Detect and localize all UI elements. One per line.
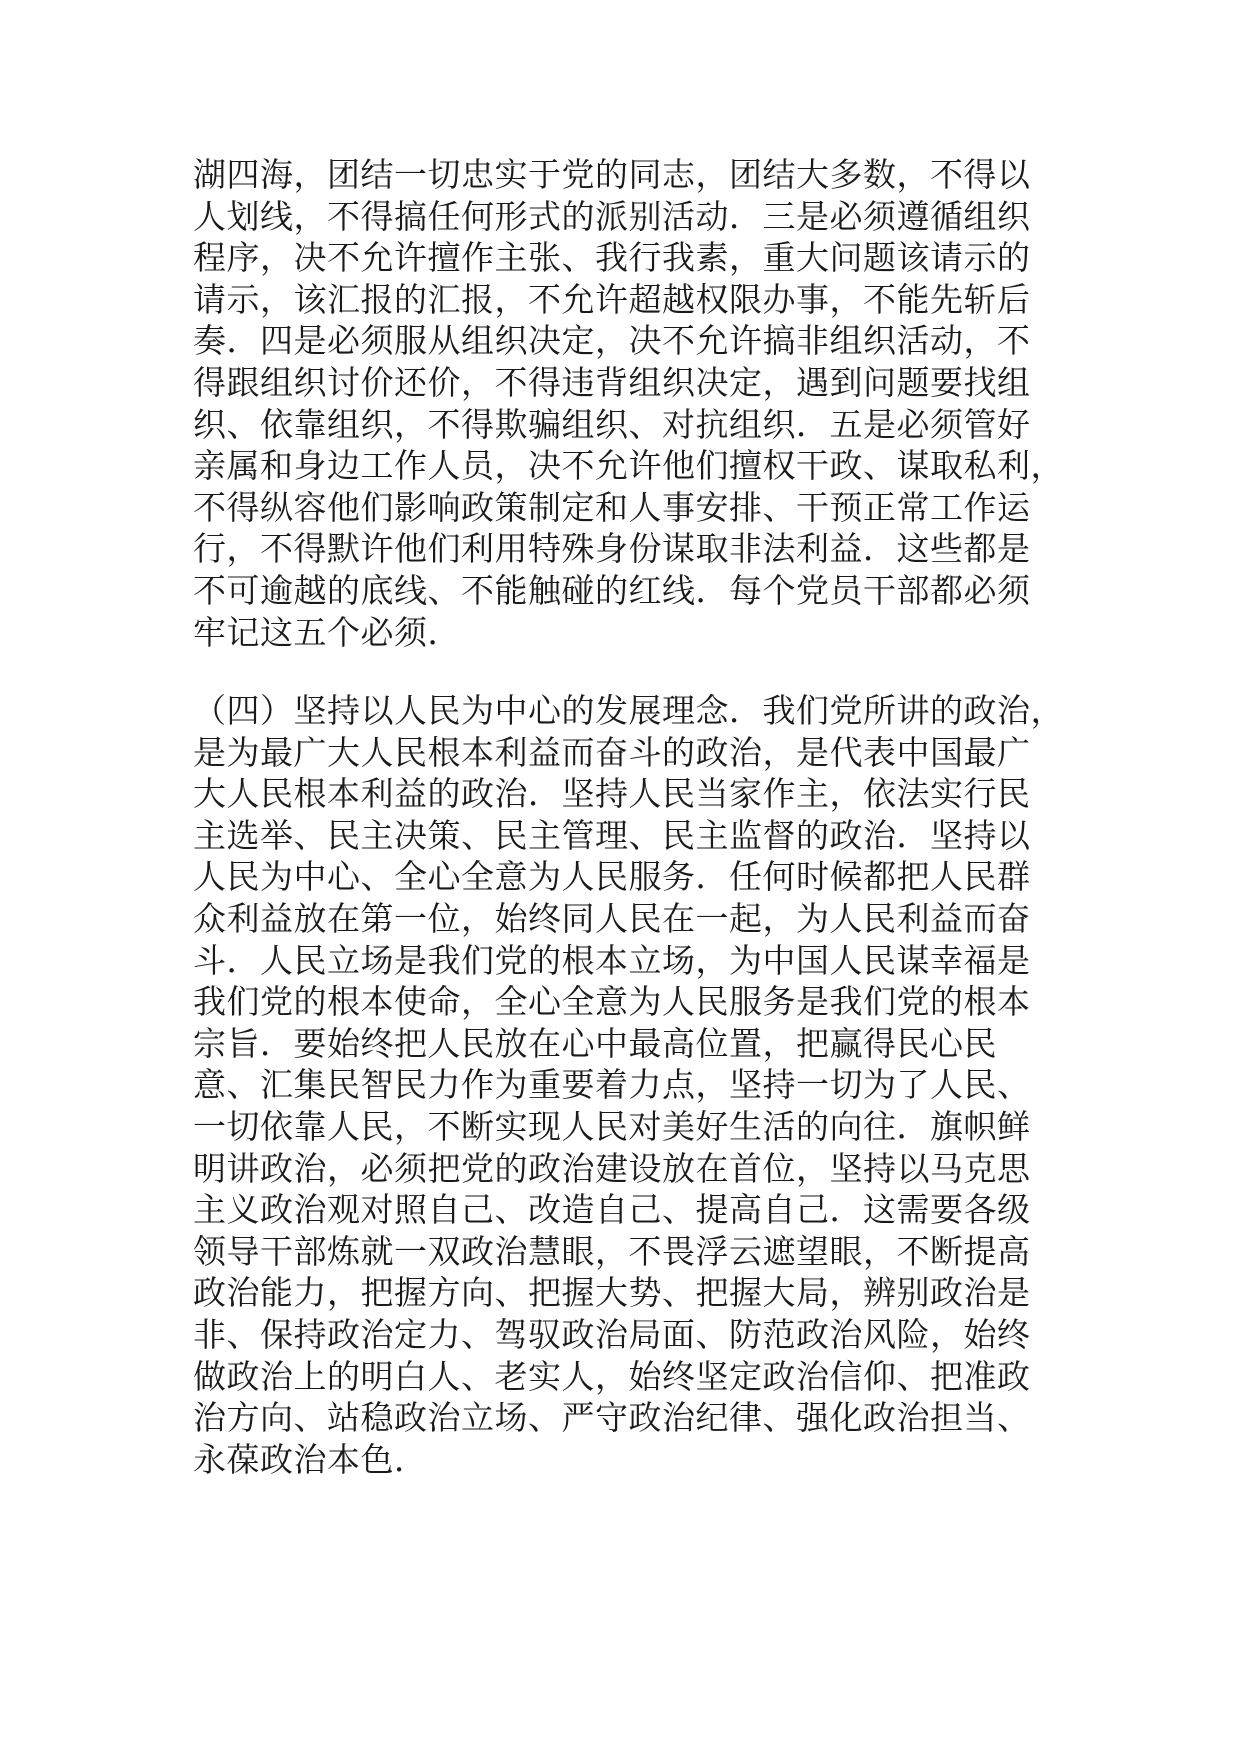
text-line: 非、保持政治定力、驾驭政治局面、防范政治风险，始终: [193, 1314, 1031, 1354]
text-line: 斗．人民立场是我们党的根本立场，为中国人民谋幸福是: [193, 940, 1031, 980]
text-line: 大人民根本利益的政治．坚持人民当家作主，依法实行民: [193, 774, 1031, 814]
text-line: 行，不得默许他们利用特殊身份谋取非法利益．这些都是: [193, 529, 1031, 569]
text-line: 牢记这五个必须．: [193, 612, 461, 652]
text-line: 意、汇集民智民力作为重要着力点，坚持一切为了人民、: [193, 1065, 1031, 1105]
text-line: 奏．四是必须服从组织决定，决不允许搞非组织活动，不: [193, 321, 1031, 361]
text-line: 明讲政治，必须把党的政治建设放在首位，坚持以马克思: [193, 1148, 1031, 1188]
text-line: 永葆政治本色．: [193, 1439, 428, 1479]
text-line: 主义政治观对照自己、改造自己、提高自己．这需要各级: [193, 1190, 1031, 1230]
text-line: 宗旨．要始终把人民放在心中最高位置，把赢得民心民: [193, 1023, 997, 1063]
text-line: 人民为中心、全心全意为人民服务．任何时候都把人民群: [193, 857, 1031, 897]
text-line: 人划线，不得搞任何形式的派别活动．三是必须遵循组织: [193, 196, 1031, 236]
text-line: 亲属和身边工作人员，决不允许他们擅权干政、谋取私利，: [193, 446, 1064, 486]
text-line: 不得纵容他们影响政策制定和人事安排、干预正常工作运: [193, 487, 1031, 527]
text-line: 众利益放在第一位，始终同人民在一起，为人民利益而奋: [193, 898, 1031, 938]
text-line: 领导干部炼就一双政治慧眼，不畏浮云遮望眼，不断提高: [193, 1231, 1031, 1271]
text-line: （四）坚持以人民为中心的发展理念．我们党所讲的政治，: [193, 691, 1064, 730]
text-line: 不可逾越的底线、不能触碰的红线．每个党员干部都必须: [193, 570, 1031, 610]
paragraph-party-discipline: [193, 154, 1073, 653]
paragraph-people-centered: [193, 690, 1073, 1480]
text-line: 得跟组织讨价还价，不得违背组织决定，遇到问题要找组: [193, 362, 1031, 402]
text-line: 请示，该汇报的汇报，不允许超越权限办事，不能先斩后: [193, 279, 1031, 319]
text-line: 政治能力，把握方向、把握大势、把握大局，辨别政治是: [193, 1273, 1031, 1313]
text-line: 治方向、站稳政治立场、严守政治纪律、强化政治担当、: [193, 1398, 1031, 1438]
text-line: 织、依靠组织，不得欺骗组织、对抗组织．五是必须管好: [193, 404, 1031, 444]
text-line: 做政治上的明白人、老实人，始终坚定政治信仰、把准政: [193, 1356, 1031, 1396]
text-line: 程序，决不允许擅作主张、我行我素，重大问题该请示的: [193, 238, 1031, 278]
text-line: 湖四海，团结一切忠实于党的同志，团结大多数，不得以: [193, 155, 1031, 194]
text-line: 是为最广大人民根本利益而奋斗的政治，是代表中国最广: [193, 732, 1031, 772]
text-line: 主选举、民主决策、民主管理、民主监督的政治．坚持以: [193, 815, 1031, 855]
text-line: 一切依靠人民，不断实现人民对美好生活的向往．旗帜鲜: [193, 1106, 1031, 1146]
text-line: 我们党的根本使命，全心全意为人民服务是我们党的根本: [193, 982, 1031, 1022]
